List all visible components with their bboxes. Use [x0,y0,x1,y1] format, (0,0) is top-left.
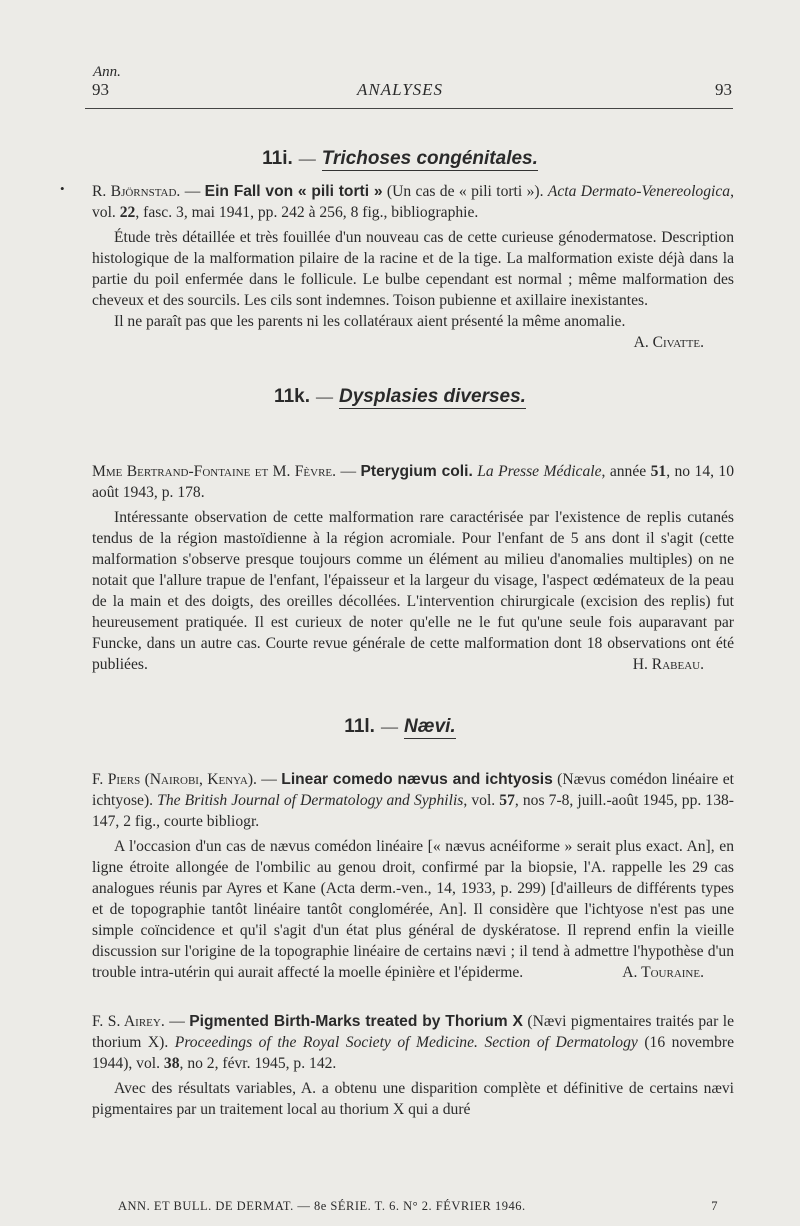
section-code: 11k. [274,386,310,407]
volume: 51 [650,463,667,480]
reference: F. S. Airey. — Pigmented Birth-Marks treated by Thorium X (Nævi pigmentaires traités par le thorium X). Proceedings of the Royal Society of Medicine. Section of Dermatology (16 novembre 1944), vol. 38, no 2, févr. 1945, p. 142. [92,1013,734,1072]
section-name: Trichoses congénitales. [321,148,538,169]
volume-prefix: , vol. [463,792,496,809]
paragraph: Avec des résultats variables, A. a obtenu une disparition complète et définitive de certains nævi pigmentaires par un traitement local au thorium X qui a duré [92,1080,734,1118]
paragraph [92,311,734,351]
volume-prefix: , vol. [92,183,734,221]
page-footer [118,1199,718,1214]
section-name: Nævi. [403,716,456,737]
volume: 22 [119,204,136,221]
reference: R. Björnstad. — Ein Fall von « pili torti » (Un cas de « pili torti »). Acta Dermato-Venereologica, vol. 22, fasc. 3, mai 1941, pp. 242 à 256, 8 fig., bibliographie. [92,183,734,221]
paragraph [92,836,734,983]
journal: Proceedings of the Royal Society of Medicine. Section of Dermatology [174,1034,638,1051]
signature: H. Rabeau. [632,656,704,673]
author: F. S. Airey. [92,1013,165,1030]
paragraph-text: A l'occasion d'un cas de nævus comédon linéaire [« nævus acnéiforme » serait plus exact. An], en ligne étroite allongée de l'ombilic au genou droit, confirmé par la biopsie, l'A. rappelle les 29 cas analogues réunis par Ayres et Kane (Acta derm.-ven., 14, 1933, p. 299) [d'ailleurs de différents types et de topographie tantôt linéaire tantôt conglomérée, An]. Il considère que l'ichtyose n'est pas une simple coïncidence et qu'il s'agit d'un état plus général de dyskératose. Il reprend enfin la vieille discussion sur l'origine de la topographie linéaire de certains nævi ; il tend à admettre l'hypothèse d'un trouble intra-utérin qui aurait affecté la moelle épinière et l'épiderme. [92,838,734,981]
journal: Acta Dermato-Venereologica [547,183,731,200]
author: F. Piers (Nairobi, Kenya). [92,771,257,788]
journal: La Presse Médicale [477,463,602,480]
running-title: ANALYSES [356,80,444,99]
article-title: Linear comedo nævus and ichtyosis [281,771,553,788]
author: Mme Bertrand-Fontaine et M. Fèvre. [92,463,337,480]
reference-details: , nos 7-8, juill.-août 1945, pp. 138-147, 2 fig., courte bibliogr. [92,792,734,830]
journal: The British Journal of Dermatology and Syphilis [157,792,464,809]
section-code: 11i. [262,148,293,169]
section-heading: 11l. — Nævi. [344,716,456,737]
section-name: Dysplasies diverses. [338,386,526,407]
analysis-entry [92,769,734,983]
paragraph: Étude très détaillée et très fouillée d'un nouveau cas de cette curieuse génodermatose. Description histologique de la malformation pilaire de la racine et de la tige. La malformation existe déjà dans la partie du poil enfermée dans le follicule. Le bulbe cependant est normal ; même malformation des cheveux et des sourcils. Les cils sont indemnes. Toison pubienne et axillaire inexistantes. [92,229,734,309]
volume: 57 [499,792,515,809]
analysis-entry [92,1011,734,1120]
analysis-entry [92,461,734,675]
section-code: 11l. [344,716,375,737]
margin-bullet: • [60,181,65,196]
reference-details: , fasc. 3, mai 1941, pp. 242 à 256, 8 fig., bibliographie. [135,204,479,221]
page-number-left: 93 [92,80,109,99]
signature: A. Touraine. [622,964,704,981]
section-heading: 11k. — Dysplasies diverses. [274,386,526,407]
handwritten-annotation: Ann. [93,64,121,80]
reference-details: , no 14, 10 août 1943, p. 178. [92,463,735,501]
volume-prefix: (16 novembre 1944), vol. [92,1034,734,1072]
author: R. Björnstad. [92,183,181,200]
footer-text: ANN. ET BULL. DE DERMAT. — 8e SÉRIE. T. 6. N° 2. FÉVRIER 1946. [118,1199,526,1213]
title-translation: (Un cas de « pili torti »). [386,183,544,200]
reference-details: , no 2, févr. 1945, p. 142. [179,1055,337,1072]
volume: 38 [163,1055,180,1072]
article-title: Pigmented Birth-Marks treated by Thorium X [189,1013,523,1030]
header-rule [85,108,733,109]
page-number-right: 93 [715,80,732,99]
paragraph-text: Il ne paraît pas que les parents ni les collatéraux aient présenté la même anomalie. [114,313,626,330]
volume-prefix: , année [601,463,647,480]
paragraph-text: Intéressante observation de cette malformation rare caractérisée par l'existence de replis cutanés tendus de la région mastoïdienne à la région acromiale. Pour l'enfant de 5 ans dont il s'agit (cette malformation s'observe presque toujours comme un élément au milieu d'anomalies multiples) on ne notait que l'allure trapue de l'enfant, l'épaisseur et la largeur du visage, l'aspect œdémateux de la peau de la main et des doigts, des oreilles décollées. L'intervention chirurgicale (excision des replis) fut heureusement pratiquée. Il est curieux de noter qu'elle ne le fut qu'une seule fois auparavant par Funcke, dans un autre cas. Courte revue générale de cette malformation dont 18 observations ont été publiées. [92,509,734,673]
title-translation: (Nævus comédon linéaire et ichtyose). [92,771,734,809]
reference: Mme Bertrand-Fontaine et M. Fèvre. — Pterygium coli. La Presse Médicale, année 51, no 14, 10 août 1943, p. 178. [92,463,735,501]
article-title: Ein Fall von « pili torti » [204,183,383,200]
article-title: Pterygium coli. [360,463,473,480]
paragraph [92,507,734,675]
reference: F. Piers (Nairobi, Kenya). — Linear comedo nævus and ichtyosis (Nævus comédon linéaire et ichtyose). The British Journal of Dermatology and Syphilis, vol. 57, nos 7-8, juill.-août 1945, pp. 138-147, 2 fig., courte bibliogr. [92,771,734,830]
analysis-entry [92,181,734,353]
signature: A. Civatte. [633,334,704,351]
section-heading: 11i. — Trichoses congénitales. [262,148,538,169]
title-translation: (Nævi pigmentaires traités par le thorium X). [92,1013,734,1051]
footer-page-number: 7 [711,1199,718,1213]
